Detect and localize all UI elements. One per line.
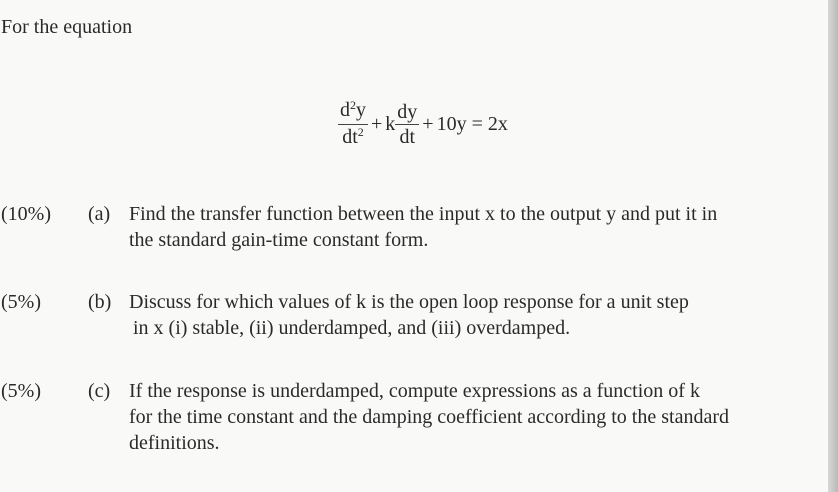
question-weight: (5%) xyxy=(1,380,41,402)
second-derivative-denominator xyxy=(342,125,364,150)
question-letter: (a) xyxy=(88,203,111,225)
differential-equation xyxy=(338,96,508,152)
coefficient-k: k xyxy=(385,112,396,135)
intro-text: For the equation xyxy=(1,16,133,38)
question-weight: (5%) xyxy=(1,291,41,313)
second-derivative-numerator xyxy=(338,99,368,125)
question-line: Discuss for which values of k is the open loop response for a unit step xyxy=(129,291,689,313)
eq-y: y xyxy=(356,98,366,121)
question-line: in x (i) stable, (ii) underdamped, and (iii) overdamped. xyxy=(133,317,571,339)
eq-dt: dt xyxy=(342,125,358,148)
question-line: If the response is underdamped, compute expressions as a function of k xyxy=(129,380,700,402)
question-line: for the time constant and the damping coefficient according to the standard xyxy=(129,406,729,428)
question-line: definitions. xyxy=(129,432,220,454)
first-derivative-numerator: dy xyxy=(397,100,418,123)
first-derivative-fraction xyxy=(395,101,419,148)
equation-rhs: 10y = 2x xyxy=(436,112,508,135)
question-line: Find the transfer function between the input x to the output y and put it in xyxy=(129,203,718,225)
eq-d: d xyxy=(340,98,350,121)
question-text xyxy=(129,289,823,341)
question-weight: (10%) xyxy=(1,203,51,225)
question-letter: (b) xyxy=(88,291,112,313)
page-edge xyxy=(828,0,838,492)
eq-exponent: 2 xyxy=(350,97,356,112)
first-derivative-denominator: dt xyxy=(399,125,416,148)
question-line: the standard gain-time constant form. xyxy=(129,229,429,251)
eq-exponent-den: 2 xyxy=(357,124,364,139)
plus-operator: + xyxy=(371,112,383,135)
question-letter: (c) xyxy=(88,380,111,402)
question-text xyxy=(129,378,823,456)
question-text xyxy=(129,201,823,253)
second-derivative-fraction xyxy=(338,99,368,150)
plus-operator-2: + xyxy=(422,112,434,135)
